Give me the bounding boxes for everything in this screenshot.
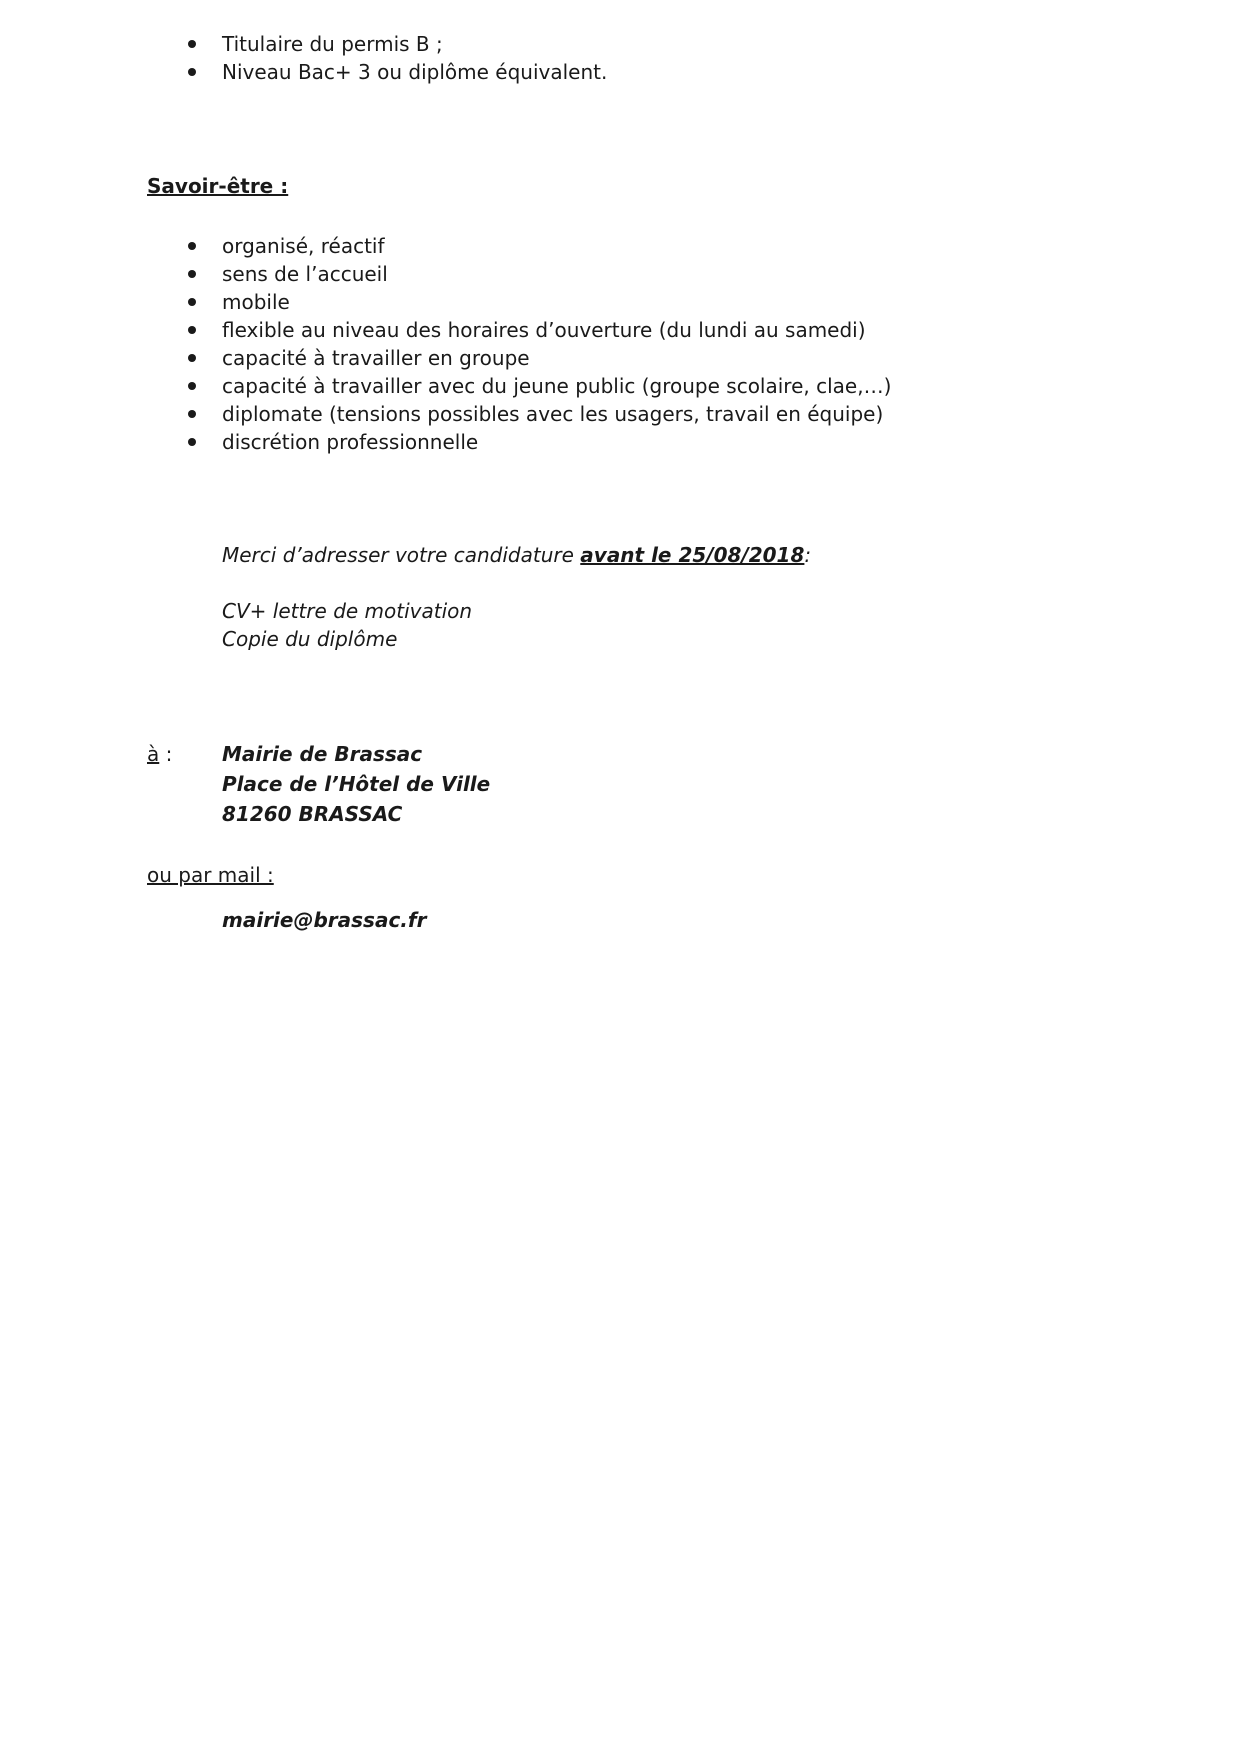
savoir-etre-heading: Savoir-être :: [147, 174, 289, 198]
bullet-icon: [188, 438, 196, 446]
email-address: mairie@brassac.fr: [222, 908, 427, 932]
savoir-etre-text: flexible au niveau des horaires d’ouverture (du lundi au samedi): [222, 318, 866, 342]
savoir-etre-text: sens de l’accueil: [222, 262, 388, 286]
bullet-icon: [188, 40, 196, 48]
application-deadline: avant le 25/08/2018: [580, 543, 805, 567]
application-intro: Merci d’adresser votre candidature: [222, 543, 581, 567]
application-instruction: [222, 541, 811, 569]
bullet-icon: [188, 68, 196, 76]
savoir-etre-text: diplomate (tensions possibles avec les usagers, travail en équipe): [222, 402, 884, 426]
address-prefix-word: à: [147, 742, 160, 766]
savoir-etre-text: capacité à travailler avec du jeune public (groupe scolaire, clae,…): [222, 374, 892, 398]
bullet-icon: [188, 270, 196, 278]
bullet-icon: [188, 410, 196, 418]
savoir-etre-text: mobile: [222, 290, 290, 314]
document-requirement: CV+ lettre de motivation: [222, 599, 473, 623]
requirement-text: Titulaire du permis B ;: [222, 32, 443, 56]
savoir-etre-text: discrétion professionnelle: [222, 430, 479, 454]
bullet-icon: [188, 326, 196, 334]
document-requirement: Copie du diplôme: [222, 627, 398, 651]
application-intro-end: :: [804, 543, 812, 567]
address-line: Place de l’Hôtel de Ville: [222, 772, 491, 796]
savoir-etre-text: capacité à travailler en groupe: [222, 346, 530, 370]
address-line: Mairie de Brassac: [222, 742, 423, 766]
bullet-icon: [188, 298, 196, 306]
bullet-icon: [188, 382, 196, 390]
requirement-text: Niveau Bac+ 3 ou diplôme équivalent.: [222, 60, 608, 84]
bullet-icon: [188, 242, 196, 250]
address-prefix-colon: :: [159, 742, 173, 766]
email-label: ou par mail :: [147, 863, 274, 887]
address-line: 81260 BRASSAC: [222, 802, 403, 826]
savoir-etre-text: organisé, réactif: [222, 234, 385, 258]
address-prefix: [147, 740, 172, 768]
bullet-icon: [188, 354, 196, 362]
